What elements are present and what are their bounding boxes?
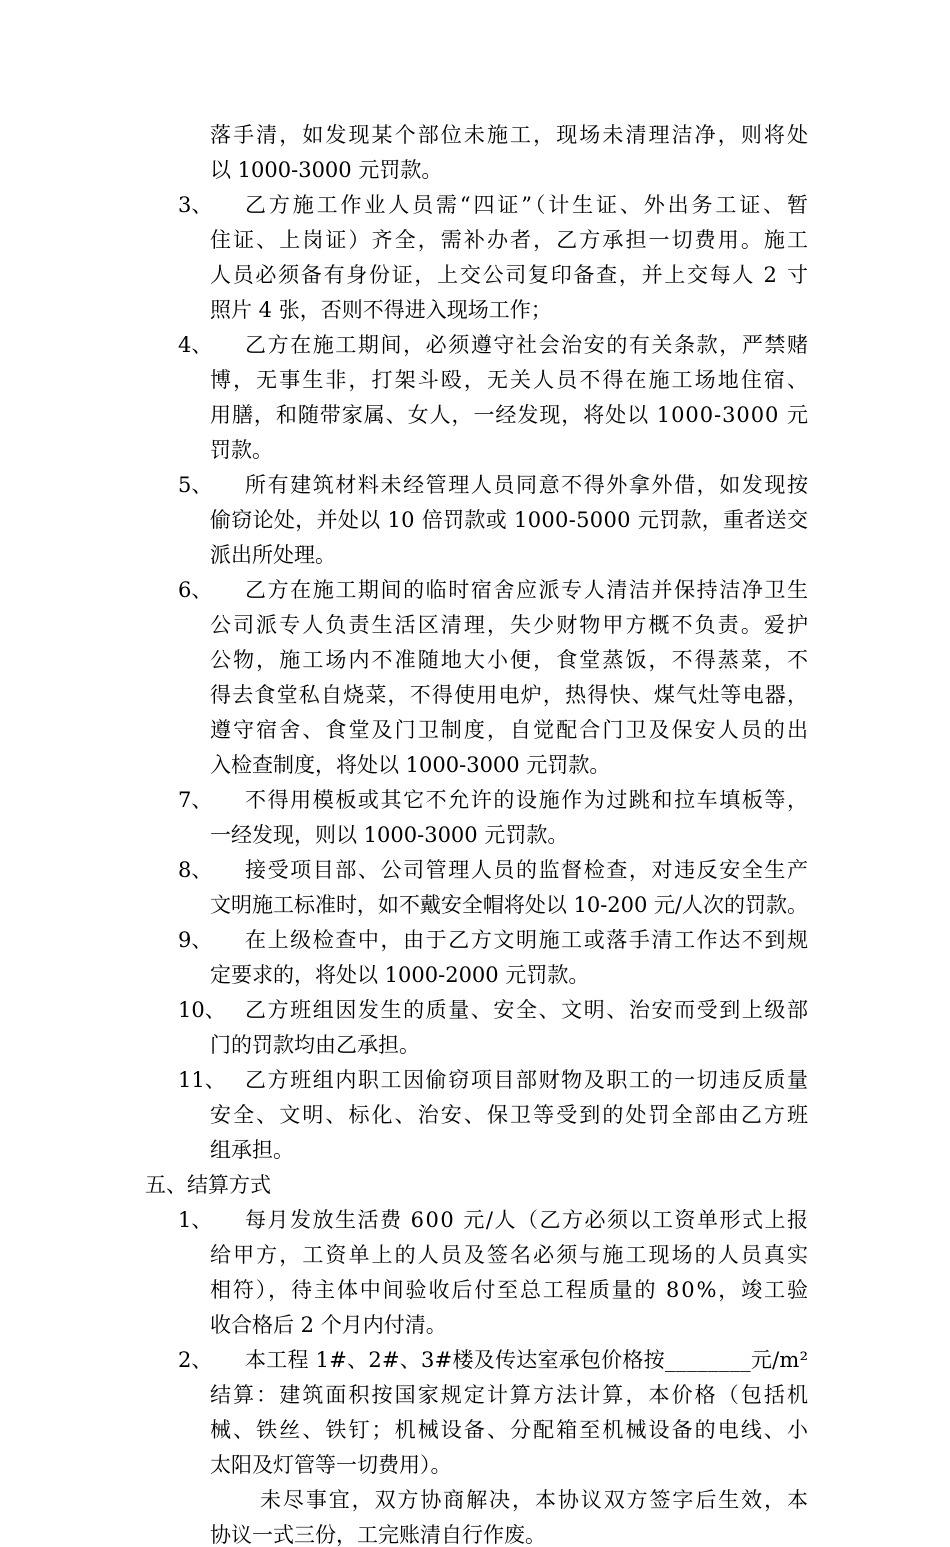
item-text-line: 门的罚款均由乙承担。 (210, 1033, 420, 1057)
item-number: 2、 (178, 1348, 213, 1372)
item-text-line: 得去食堂私自烧菜，不得使用电炉，热得快、煤气灶等电器， (210, 683, 810, 707)
item-text-line: 乙方班组因发生的质量、安全、文明、治安而受到上级部 (245, 998, 810, 1022)
item-text-line: 在上级检查中，由于乙方文明施工或落手清工作达不到规 (245, 928, 810, 952)
item-text-line: 乙方班组内职工因偷窃项目部财物及职工的一切违反质量 (245, 1068, 810, 1092)
item-text-line: 收合格后 2 个月内付清。 (210, 1313, 447, 1337)
item-text-line: 公司派专人负责生活区清理，失少财物甲方概不负责。爱护 (210, 613, 811, 637)
item-text-line: 派出所处理。 (210, 543, 336, 567)
item-text-line: 给甲方，工资单上的人员及签名必须与施工现场的人员真实 (210, 1243, 811, 1267)
closing-line: 未尽事宜，双方协商解决，本协议双方签字后生效，本 (260, 1488, 810, 1512)
item-text-line: 乙方施工作业人员需“四证”（计生证、外出务工证、暂 (245, 193, 811, 217)
item-text-line: 一经发现，则以 1000-3000 元罚款。 (210, 823, 569, 847)
item-number: 10、 (178, 998, 226, 1022)
item-text-line: 每月发放生活费 600 元/人（乙方必须以工资单形式上报 (245, 1208, 810, 1232)
section-heading: 五、结算方式 (145, 1173, 271, 1197)
item-text-line: 偷窃论处，并处以 10 倍罚款或 1000-5000 元罚款，重者送交 (210, 508, 809, 532)
item-text-line: 人员必须备有身份证，上交公司复印备查，并上交每人 2 寸 (210, 263, 810, 287)
paragraph-line: 落手清，如发现某个部位未施工，现场未清理洁净，则将处 (210, 123, 811, 147)
item-number: 7、 (178, 788, 213, 812)
item-text-line: 文明施工标准时，如不戴安全帽将处以 10-200 元/人次的罚款。 (210, 893, 808, 917)
item-text-line: 安全、文明、标化、治安、保卫等受到的处罚全部由乙方班 (210, 1103, 811, 1127)
item-text-line: 罚款。 (210, 438, 273, 462)
item-text-line: 遵守宿舍、食堂及门卫制度，自觉配合门卫及保安人员的出 (210, 718, 811, 742)
item-number: 8、 (178, 858, 213, 882)
item-text-line: 所有建筑材料未经管理人员同意不得外拿外借，如发现按 (245, 473, 810, 497)
item-text-line: 博，无事生非，打架斗殴，无关人员不得在施工场地住宿、 (210, 368, 811, 392)
item-text-line: 用膳，和随带家属、女人，一经发现，将处以 1000-3000 元 (210, 403, 809, 427)
paragraph-line: 以 1000-3000 元罚款。 (210, 158, 443, 182)
item-text-line: 械、铁丝、铁钉；机械设备、分配箱至机械设备的电线、小 (210, 1418, 811, 1442)
item-text-line: 不得用模板或其它不允许的设施作为过跳和拉车填板等， (245, 788, 810, 812)
item-number: 6、 (178, 578, 213, 602)
closing-line: 协议一式三份，工完账清自行作废。 (210, 1523, 546, 1547)
item-text-line: 乙方在施工期间的临时宿舍应派专人清洁并保持洁净卫生 (245, 578, 810, 602)
item-number: 3、 (178, 193, 213, 217)
item-text-line: 住证、上岗证）齐全，需补办者，乙方承担一切费用。施工 (210, 228, 811, 252)
item-text-line: 公物，施工场内不准随地大小便，食堂蒸饭，不得蒸菜，不 (210, 648, 811, 672)
item-number: 11、 (178, 1068, 226, 1092)
item-text-line: 相符），待主体中间验收后付至总工程质量的 80%，竣工验 (210, 1278, 810, 1302)
item-text-line: 定要求的，将处以 1000-2000 元罚款。 (210, 963, 590, 987)
item-text-line: 太阳及灯管等一切费用）。 (210, 1453, 452, 1477)
item-number: 4、 (178, 333, 213, 357)
item-number: 5、 (178, 473, 213, 497)
item-text-line: 照片 4 张，否则不得进入现场工作； (210, 298, 552, 322)
item-number: 9、 (178, 928, 213, 952)
item-text-line: 结算：建筑面积按国家规定计算方法计算，本价格（包括机 (210, 1383, 811, 1407)
item-text-line: 入检查制度，将处以 1000-3000 元罚款。 (210, 753, 611, 777)
item-text-line: 接受项目部、公司管理人员的监督检查，对违反安全生产 (245, 858, 810, 882)
item-number: 1、 (178, 1208, 213, 1232)
item-text-line: 组承担。 (210, 1138, 294, 1162)
item-text-line: 本工程 1#、2#、3#楼及传达室承包价格按________元/m² (245, 1348, 809, 1372)
item-text-line: 乙方在施工期间，必须遵守社会治安的有关条款，严禁赌 (245, 333, 810, 357)
